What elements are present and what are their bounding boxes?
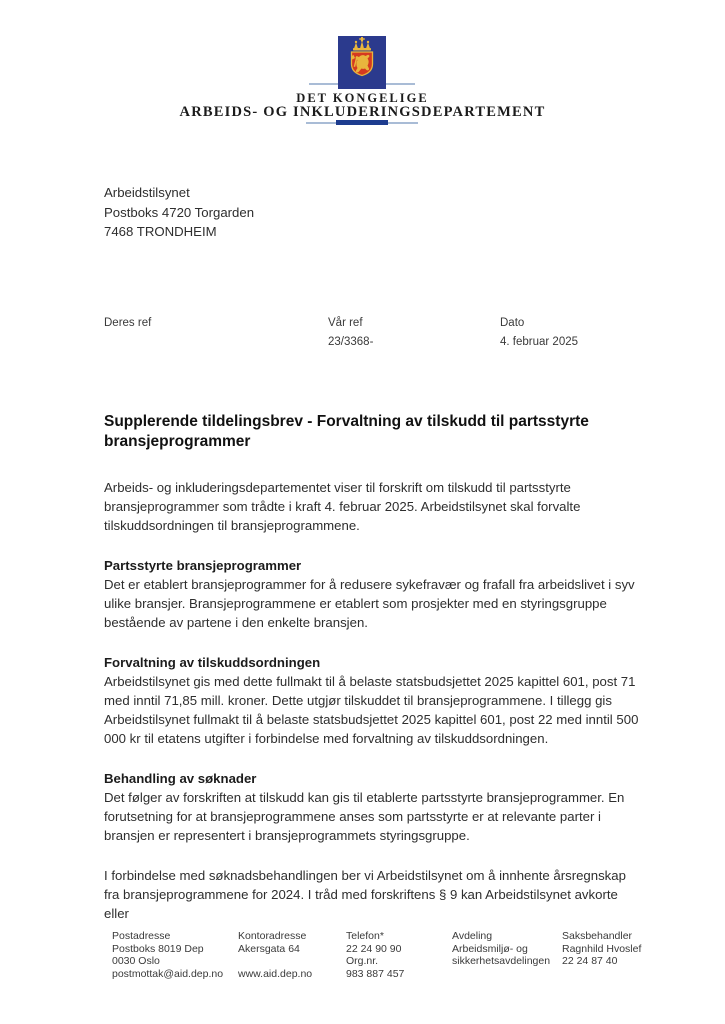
dato-label: Dato <box>500 317 525 329</box>
footer-col-saksbehandler <box>562 930 641 980</box>
footer-col-postadresse <box>112 930 223 980</box>
footer-line: Arbeidsmiljø- og <box>452 942 528 955</box>
footer-line: sikkerhetsavdelingen <box>452 955 551 967</box>
footer-label: Saksbehandler <box>562 930 633 942</box>
footer-line: postmottak@aid.dep.no <box>112 967 224 980</box>
recipient-name: Arbeidstilsynet <box>104 185 190 200</box>
footer-line <box>238 955 312 968</box>
footer-line: www.aid.dep.no <box>238 967 313 980</box>
footer-line <box>452 968 550 981</box>
footer-line: 22 24 87 40 <box>562 955 618 967</box>
recipient-postcode: 7468 TRONDHEIM <box>104 224 217 239</box>
section-partsstyrte-bransjeprogrammer <box>104 556 641 632</box>
ministry-name-line1: DET KONGELIGE <box>296 91 429 105</box>
footer-line: 0030 Oslo <box>112 955 160 967</box>
section-body-1: Det er etablert bransjeprogrammer for å redusere sykefravær og frafall fra arbeidslivet i syv ulike bransjer. Bransjeprogrammene er etablert som prosjekter med en styringsgruppe bestående av partene i den enkelte bransjen. <box>104 577 635 630</box>
footer-label: Postadresse <box>112 930 171 942</box>
section-behandling-av-soknader <box>104 769 641 845</box>
footer-label: Avdeling <box>452 930 493 942</box>
footer-col-telefon <box>346 930 404 980</box>
royal-coat-of-arms-icon <box>338 36 386 89</box>
section-heading-3: Behandling av søknader <box>104 771 257 786</box>
section-body-2: Arbeidstilsynet gis med dette fullmakt til å belaste statsbudsjettet 2025 kapittel 601, post 71 med inntil 71,85 mill. kroner. Dette utgjør tilskuddet til bransjeprogrammene. I tillegg gis Arbeidstilsynet fullmakt til å belaste statsbudsjettet 2025 kapittel 601, post 22 med inntil 500 000 kr til etatens utgifter i forbindelse med forvaltning av tilskuddsordningen. <box>104 674 639 746</box>
var-ref-label: Vår ref <box>328 317 363 329</box>
footer-line: Ragnhild Hvoslef <box>562 942 642 955</box>
letter-body <box>104 478 641 944</box>
section-heading-2: Forvaltning av tilskuddsordningen <box>104 655 321 670</box>
recipient-address <box>104 183 254 242</box>
intro-paragraph: Arbeids- og inkluderingsdepartementet viser til forskrift om tilskudd til partsstyrte bransjeprogrammer som trådte i kraft 4. februar 2025. Arbeidstilsynet skal forvalte tilskuddsordningen til bransjeprogrammene. <box>104 480 581 533</box>
footer-line: 22 24 90 90 <box>346 942 402 955</box>
footer-line: 983 887 457 <box>346 967 405 980</box>
footer-label: Telefon* <box>346 930 384 942</box>
recipient-street: Postboks 4720 Torgarden <box>104 204 255 220</box>
footer-line: Postboks 8019 Dep <box>112 942 204 955</box>
ministry-name-line2: ARBEIDS- OG INKLUDERINGSDEPARTEMENT <box>179 104 546 120</box>
section-forvaltning-av-tilskuddsordningen <box>104 653 641 748</box>
section-heading-1: Partsstyrte bransjeprogrammer <box>104 558 302 573</box>
section-body-3: Det følger av forskriften at tilskudd kan gis til etablerte partsstyrte bransjeprogrammer. En forutsetning for at bransjeprogrammene anses som partsstyrte er at relevante parter i bransjen er representert i bransjeprogrammets styringsgruppe. <box>104 790 625 843</box>
var-ref-value: 23/3368- <box>328 336 374 348</box>
deres-ref-label: Deres ref <box>104 317 152 329</box>
crest-flourish-line-left <box>309 83 338 85</box>
footer-line: Akersgata 64 <box>238 942 300 955</box>
footer-col-kontoradresse <box>238 930 312 980</box>
crest-flourish-line-right <box>386 83 415 85</box>
closing-paragraph: I forbindelse med søknadsbehandlingen ber vi Arbeidstilsynet om å innhente årsregnskap fra bransjeprogrammene for 2024. I tråd med forskriftens § 9 kan Arbeidstilsynet avkorte eller <box>104 868 626 921</box>
letterhead-divider-dark <box>336 120 388 125</box>
letter-title: Supplerende tildelingsbrev - Forvaltning av tilskudd til partsstyrte bransjeprogrammer <box>104 413 589 450</box>
footer-col-avdeling <box>452 930 550 980</box>
footer-line <box>562 968 641 981</box>
footer-label: Kontoradresse <box>238 930 307 942</box>
footer-line: Org.nr. <box>346 955 379 967</box>
dato-value: 4. februar 2025 <box>500 336 579 348</box>
